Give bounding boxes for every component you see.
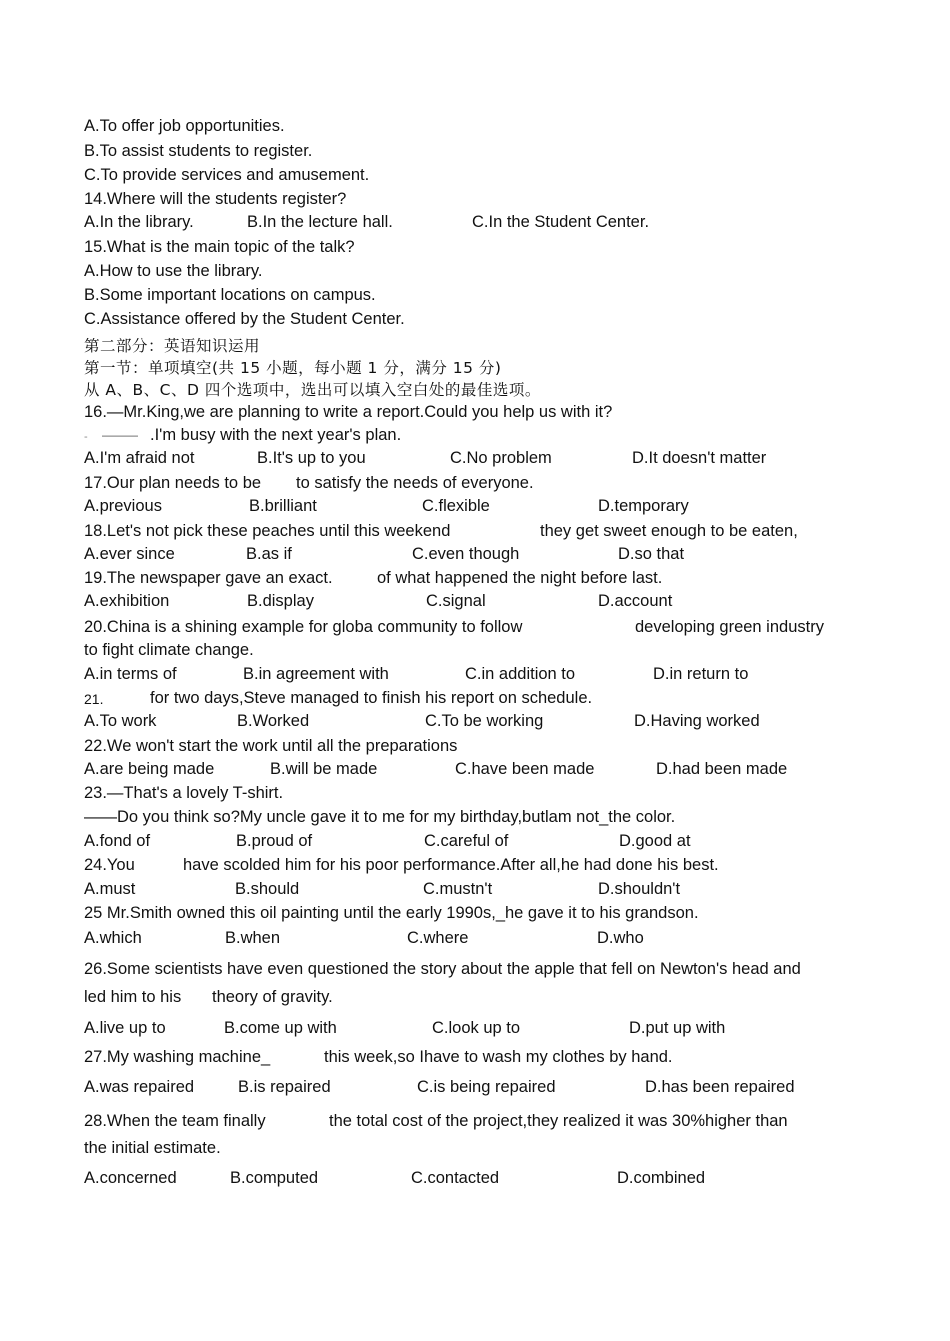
q26-option-a: A.live up to [84, 1019, 166, 1037]
q21-options [84, 711, 884, 731]
section1-heading: 第一节：单项填空(共 15 小题，每小题 1 分，满分 15 分) [84, 359, 502, 377]
q18-stem [84, 521, 884, 541]
q24-option-a: A.must [84, 880, 136, 898]
q21-option-c: C.To be working [425, 712, 544, 730]
q19-stem-a: 19.The newspaper gave an exact. [84, 569, 333, 587]
q21-number: 21. [84, 691, 104, 707]
q18-option-b: B.as if [246, 545, 292, 563]
q20-options [84, 664, 884, 684]
q21-option-a: A.To work [84, 712, 157, 730]
q23-reply: ——Do you think so?My uncle gave it to me for my birthday,butlam not_the color. [84, 808, 676, 826]
q26-option-b: B.come up with [224, 1019, 337, 1037]
q20-stem-a: 20.China is a shining example for globa community to follow [84, 618, 523, 636]
q17-stem [84, 473, 884, 493]
q25-option-a: A.which [84, 929, 142, 947]
q24-option-b: B.should [235, 880, 300, 898]
q28-stem-c: the initial estimate. [84, 1139, 221, 1157]
q19-stem [84, 568, 884, 588]
q17-stem-b: to satisfy the needs of everyone. [296, 474, 534, 492]
q22-option-d: D.had been made [656, 760, 788, 778]
q18-options [84, 544, 884, 564]
q28-option-a: A.concerned [84, 1169, 177, 1187]
q19-option-d: D.account [598, 592, 673, 610]
q27-option-b: B.is repaired [238, 1078, 331, 1096]
q18-option-d: D.so that [618, 545, 685, 563]
q24-option-d: D.shouldn't [598, 880, 681, 898]
q28-stem-b: the total cost of the project,they realized it was 30%higher than [329, 1112, 788, 1130]
q13-option-a: A.To offer job opportunities. [84, 117, 285, 135]
section1-instruction: 从 A、B、C、D 四个选项中，选出可以填入空白处的最佳选项。 [84, 381, 541, 399]
q16-option-a: A.I'm afraid not [84, 449, 195, 467]
q22-option-c: C.have been made [455, 760, 595, 778]
q23-option-c: C.careful of [424, 832, 509, 850]
q21-stem [84, 688, 884, 708]
q20-stem [84, 617, 884, 637]
q17-option-b: B.brilliant [249, 497, 317, 515]
q16-option-d: D.It doesn't matter [632, 449, 767, 467]
q22-stem: 22.We won't start the work until all the preparations [84, 737, 458, 755]
q27-stem-b: this week,so Ihave to wash my clothes by hand. [324, 1048, 673, 1066]
q23-options [84, 831, 884, 851]
q24-options [84, 879, 884, 899]
q27-options [84, 1077, 884, 1097]
q24-stem-b: have scolded him for his poor performance.After all,he had done his best. [183, 856, 719, 874]
q27-option-a: A.was repaired [84, 1078, 195, 1096]
q14-option-b: B.In the lecture hall. [247, 213, 393, 231]
q20-option-c: C.in addition to [465, 665, 576, 683]
q28-option-b: B.computed [230, 1169, 319, 1187]
q16-reply [84, 425, 584, 445]
q27-option-d: D.has been repaired [645, 1078, 795, 1096]
q16-option-c: C.No problem [450, 449, 552, 467]
q26-option-d: D.put up with [629, 1019, 726, 1037]
q24-stem-a: 24.You [84, 856, 135, 874]
q21-stem-text: for two days,Steve managed to finish his report on schedule. [150, 689, 593, 707]
q19-option-b: B.display [247, 592, 314, 610]
q26-options [84, 1018, 884, 1038]
q15-stem: 15.What is the main topic of the talk? [84, 238, 355, 256]
q28-stem [84, 1111, 884, 1131]
q23-option-a: A.fond of [84, 832, 151, 850]
q25-options [84, 928, 884, 948]
q15-option-a: A.How to use the library. [84, 262, 263, 280]
q27-option-c: C.is being repaired [417, 1078, 556, 1096]
q13-option-c: C.To provide services and amusement. [84, 166, 370, 184]
q16-options [84, 448, 884, 468]
q16-option-b: B.It's up to you [257, 449, 366, 467]
q25-option-b: B.when [225, 929, 281, 947]
q17-options [84, 496, 884, 516]
q14-option-a: A.In the library. [84, 213, 194, 231]
q28-option-d: D.combined [617, 1169, 706, 1187]
q17-option-a: A.previous [84, 497, 162, 515]
q25-stem: 25 Mr.Smith owned this oil painting until the early 1990s,_he gave it to his grandson. [84, 904, 699, 922]
q28-option-c: C.contacted [411, 1169, 500, 1187]
q15-option-c: C.Assistance offered by the Student Center. [84, 310, 405, 328]
q16-reply-prefix: - [84, 431, 88, 443]
q14-stem: 14.Where will the students register? [84, 190, 347, 208]
q14-options [84, 212, 884, 232]
q23-stem: 23.—That's a lovely T-shirt. [84, 784, 284, 802]
q26-stem-a: 26.Some scientists have even questioned the story about the apple that fell on Newton's head and [84, 960, 801, 978]
q15-option-b: B.Some important locations on campus. [84, 286, 376, 304]
q24-stem [84, 855, 884, 875]
q18-stem-b: they get sweet enough to be eaten, [540, 522, 798, 540]
q16-stem: 16.—Mr.King,we are planning to write a report.Could you help us with it? [84, 403, 613, 421]
q20-option-d: D.in return to [653, 665, 749, 683]
q27-stem [84, 1047, 884, 1067]
q22-option-a: A.are being made [84, 760, 215, 778]
q22-option-b: B.will be made [270, 760, 378, 778]
q28-stem-a: 28.When the team finally [84, 1112, 266, 1130]
q24-option-c: C.mustn't [423, 880, 493, 898]
q26-stem-c: theory of gravity. [212, 988, 333, 1006]
q25-option-d: D.who [597, 929, 644, 947]
q18-option-a: A.ever since [84, 545, 175, 563]
q25-option-c: C.where [407, 929, 469, 947]
part2-heading: 第二部分：英语知识运用 [84, 337, 261, 355]
q23-option-b: B.proud of [236, 832, 313, 850]
q14-option-c: C.In the Student Center. [472, 213, 650, 231]
q18-option-c: C.even though [412, 545, 520, 563]
q21-option-b: B.Worked [237, 712, 310, 730]
q16-reply-blank: ——— [102, 428, 138, 442]
q20-stem-c: to fight climate change. [84, 641, 254, 659]
q18-stem-a: 18.Let's not pick these peaches until this weekend [84, 522, 451, 540]
q26-stem-b: led him to his [84, 988, 182, 1006]
q16-reply-text: .I'm busy with the next year's plan. [150, 426, 402, 444]
q26-stem-line2 [84, 987, 884, 1007]
q20-stem-b: developing green industry [635, 618, 824, 636]
q20-option-b: B.in agreement with [243, 665, 389, 683]
q20-option-a: A.in terms of [84, 665, 177, 683]
q19-option-a: A.exhibition [84, 592, 170, 610]
q19-option-c: C.signal [426, 592, 486, 610]
q17-option-d: D.temporary [598, 497, 689, 515]
q13-option-b: B.To assist students to register. [84, 142, 313, 160]
q28-options [84, 1168, 884, 1188]
q19-options [84, 591, 884, 611]
q23-option-d: D.good at [619, 832, 691, 850]
q27-stem-a: 27.My washing machine_ [84, 1048, 271, 1066]
q22-options [84, 759, 884, 779]
q17-stem-a: 17.Our plan needs to be [84, 474, 262, 492]
q26-option-c: C.look up to [432, 1019, 521, 1037]
q21-option-d: D.Having worked [634, 712, 760, 730]
q19-stem-b: of what happened the night before last. [377, 569, 663, 587]
q17-option-c: C.flexible [422, 497, 490, 515]
